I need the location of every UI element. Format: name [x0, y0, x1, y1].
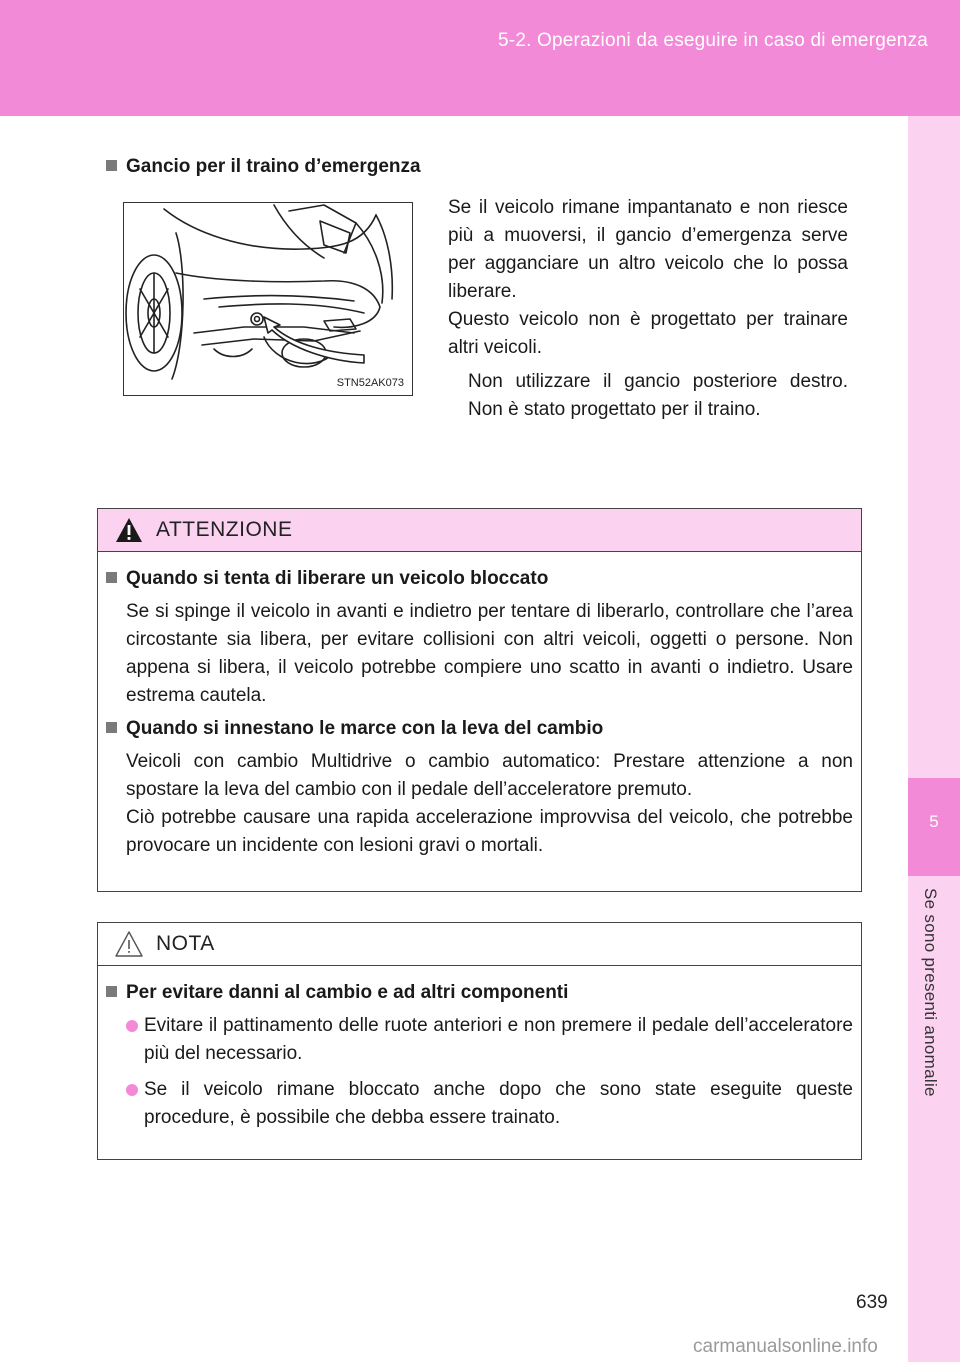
section-intro — [448, 194, 848, 362]
square-bullet-icon — [106, 986, 117, 997]
section-heading: Gancio per il traino d’emergenza — [106, 156, 421, 178]
square-bullet-icon — [106, 722, 117, 733]
section-breadcrumb: 5-2. Operazioni da eseguire in caso di emergenza — [498, 30, 928, 51]
warning-paragraph: Ciò potrebbe causare una rapida accelerazione improvvisa del veicolo, che potrebbe provocare un incidente con lesioni gravi o mortali. — [126, 807, 853, 856]
intro-note: Non utilizzare il gancio posteriore destro. Non è stato progettato per il traino. — [468, 371, 848, 420]
towing-hook-illustration — [123, 202, 413, 396]
square-bullet-icon — [106, 572, 117, 583]
figure-code: STN52AK073 — [336, 377, 404, 389]
vehicle-rear-underside-drawing — [124, 203, 413, 396]
intro-paragraph: Questo veicolo non è progettato per trainare altri veicoli. — [448, 309, 848, 358]
intro-paragraph: Se il veicolo rimane impantanato e non riesce più a muoversi, il gancio d’emergenza serve per agganciare un altro veicolo che lo possa liberare. — [448, 197, 848, 302]
page-header — [0, 0, 960, 116]
notice-box — [97, 922, 862, 1160]
warning-paragraph: Veicoli con cambio Multidrive o cambio automatico: Prestare attenzione a non spostare la leva del cambio con il pedale dell’acceleratore premuto. — [126, 751, 853, 800]
caution-triangle-icon — [114, 930, 144, 958]
bullet-dot-icon — [126, 1020, 138, 1032]
square-bullet-icon — [106, 160, 117, 171]
side-tab — [908, 116, 960, 1362]
warning-subheading: Quando si innestano le marce con la leva del cambio — [106, 718, 853, 740]
chapter-label: Se sono presenti anomalie — [921, 888, 940, 1097]
notice-header — [98, 923, 861, 966]
watermark: carmanualsonline.info — [693, 1336, 878, 1357]
warning-paragraph: Se si spinge il veicolo in avanti e indietro per tentare di liberarlo, controllare che l’area circostante sia libera, per evitare collisioni con altri veicoli, oggetti o persone. Non appena si libera, il veicolo potrebbe compiere uno scatto in avanti o indietro. Usare estrema cautela. — [126, 601, 853, 706]
warning-body — [98, 552, 861, 860]
warning-box — [97, 508, 862, 892]
bullet-dot-icon — [126, 1084, 138, 1096]
notice-body — [98, 966, 861, 1132]
warning-triangle-icon — [114, 516, 144, 544]
warning-subheading: Quando si tenta di liberare un veicolo bloccato — [106, 568, 853, 590]
list-item: Se il veicolo rimane bloccato anche dopo che sono state eseguite queste procedure, è possibile che debba essere trainato. — [106, 1076, 853, 1132]
list-item: Evitare il pattinamento delle ruote anteriori e non premere il pedale dell’acceleratore più del necessario. — [106, 1012, 853, 1068]
notice-title: NOTA — [156, 932, 215, 955]
notice-subheading: Per evitare danni al cambio e ad altri componenti — [106, 982, 853, 1004]
warning-title: ATTENZIONE — [156, 518, 293, 541]
chapter-number: 5 — [929, 812, 939, 831]
page-number: 639 — [856, 1292, 888, 1313]
warning-header — [98, 509, 861, 552]
